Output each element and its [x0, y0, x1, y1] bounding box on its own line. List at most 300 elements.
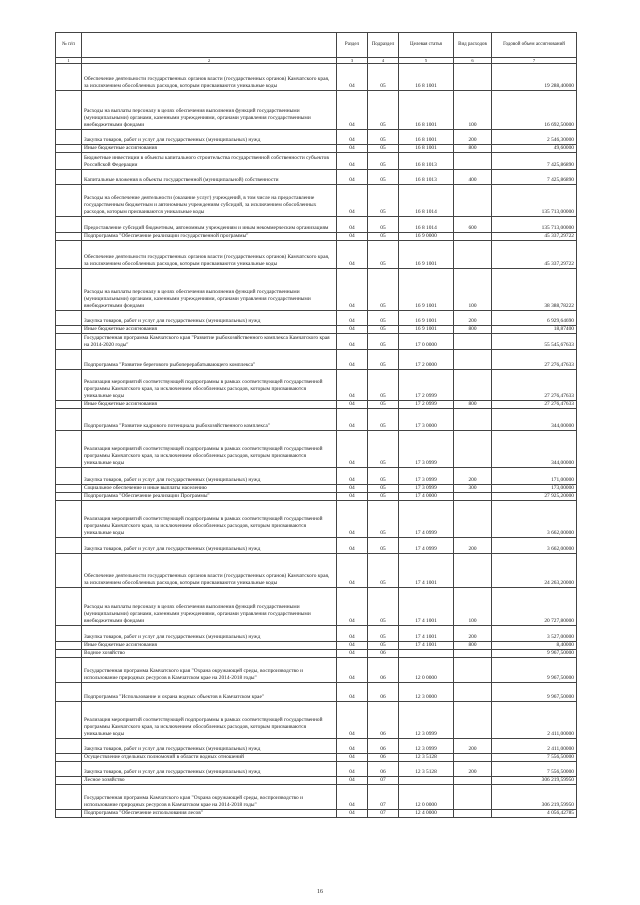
row-expense-type-cell: [454, 350, 492, 370]
row-target-article-cell: 17 3 0999: [399, 468, 454, 485]
table-row: [56, 777, 577, 785]
row-number-cell: [56, 401, 82, 409]
row-expense-type-cell: 200: [454, 762, 492, 777]
table-row: [56, 269, 577, 311]
row-target-article-cell: 16 8 1013: [399, 153, 454, 170]
row-razdel-cell: 04: [337, 64, 368, 91]
row-amount-cell: 173,00000: [492, 485, 577, 493]
row-target-article-cell: 17 0 0000: [399, 334, 454, 350]
table-row: [56, 401, 577, 409]
row-number-cell: [56, 241, 82, 269]
row-target-article-cell: 16 8 1001: [399, 91, 454, 130]
row-expense-type-cell: 800: [454, 642, 492, 650]
row-podrazdel-cell: 05: [368, 588, 399, 626]
row-razdel-cell: 04: [337, 431, 368, 468]
row-expense-type-cell: [454, 650, 492, 658]
row-target-article-cell: 12 4 0000: [399, 810, 454, 818]
table-row: [56, 370, 577, 401]
row-podrazdel-cell: 05: [368, 153, 399, 170]
row-podrazdel-cell: 05: [368, 350, 399, 370]
row-razdel-cell: 04: [337, 468, 368, 485]
row-amount-cell: 171,00000: [492, 468, 577, 485]
row-target-article-cell: 17 4 1001: [399, 642, 454, 650]
table-row: [56, 64, 577, 91]
row-podrazdel-cell: 06: [368, 739, 399, 754]
row-amount-cell: 19 288,40000: [492, 64, 577, 91]
row-expense-type-cell: 200: [454, 538, 492, 554]
row-podrazdel-cell: 07: [368, 777, 399, 785]
row-razdel-cell: 04: [337, 91, 368, 130]
row-number-cell: [56, 683, 82, 702]
table-row: [56, 650, 577, 658]
row-podrazdel-cell: 05: [368, 185, 399, 217]
row-amount-cell: 7 556,50000: [492, 762, 577, 777]
row-target-article-cell: 17 4 1001: [399, 588, 454, 626]
row-number-cell: [56, 626, 82, 642]
row-amount-cell: 344,00000: [492, 431, 577, 468]
row-target-article-cell: 12 3 5128: [399, 754, 454, 762]
page-number: 16: [317, 889, 323, 895]
row-razdel-cell: 04: [337, 588, 368, 626]
row-expense-type-cell: [454, 554, 492, 588]
row-expense-type-cell: [454, 810, 492, 818]
row-razdel-cell: 04: [337, 153, 368, 170]
row-podrazdel-cell: 05: [368, 64, 399, 91]
row-target-article-cell: 16 8 1001: [399, 145, 454, 153]
row-name-cell: Реализация мероприятий соответствующей подпрограммы в рамках соответствующей государственной программы Камчатского края, за исключением обособленных расходов, которым присваиваются уникальные коды: [82, 431, 337, 468]
row-expense-type-cell: [454, 683, 492, 702]
table-row: [56, 785, 577, 810]
row-expense-type-cell: 200: [454, 739, 492, 754]
row-amount-cell: 27 276,47633: [492, 401, 577, 409]
row-number-cell: [56, 350, 82, 370]
row-expense-type-cell: [454, 185, 492, 217]
row-target-article-cell: 12 0 0000: [399, 658, 454, 683]
row-number-cell: [56, 739, 82, 754]
table-row: [56, 350, 577, 370]
row-number-cell: [56, 754, 82, 762]
row-number-cell: [56, 538, 82, 554]
row-podrazdel-cell: 05: [368, 493, 399, 501]
row-number-cell: [56, 153, 82, 170]
row-expense-type-cell: 200: [454, 626, 492, 642]
row-name-cell: Предоставление субсидий бюджетным, автономным учреждениям и иным некоммерческим организациям: [82, 217, 337, 233]
row-amount-cell: 6 929,64690: [492, 311, 577, 326]
row-amount-cell: 135 713,00000: [492, 185, 577, 217]
table-row: [56, 431, 577, 468]
row-number-cell: [56, 170, 82, 185]
row-podrazdel-cell: 05: [368, 326, 399, 334]
table-row: [56, 311, 577, 326]
row-expense-type-cell: 200: [454, 311, 492, 326]
row-podrazdel-cell: 05: [368, 468, 399, 485]
header-expense-type: Вид расходов: [454, 33, 492, 58]
row-expense-type-cell: [454, 702, 492, 739]
col-number: 6: [454, 58, 492, 64]
row-razdel-cell: 04: [337, 145, 368, 153]
row-razdel-cell: 04: [337, 311, 368, 326]
row-target-article-cell: 17 4 0999: [399, 501, 454, 538]
row-expense-type-cell: 100: [454, 269, 492, 311]
table-row: [56, 501, 577, 538]
row-number-cell: [56, 130, 82, 145]
row-amount-cell: 49,60000: [492, 145, 577, 153]
table-header-row: [56, 33, 577, 58]
table-row: [56, 493, 577, 501]
row-name-cell: Подпрограмма "Использование и охрана водных объектов в Камчатском крае": [82, 683, 337, 702]
table-row: [56, 642, 577, 650]
row-podrazdel-cell: 05: [368, 269, 399, 311]
table-row: [56, 658, 577, 683]
row-expense-type-cell: [454, 785, 492, 810]
row-razdel-cell: 04: [337, 269, 368, 311]
row-name-cell: Подпрограмма "Обеспечение использования лесов": [82, 810, 337, 818]
row-razdel-cell: 04: [337, 702, 368, 739]
row-expense-type-cell: [454, 658, 492, 683]
header-name: [82, 33, 337, 58]
row-amount-cell: 3 527,00000: [492, 626, 577, 642]
row-podrazdel-cell: 05: [368, 642, 399, 650]
row-number-cell: [56, 217, 82, 233]
row-target-article-cell: 16 8 1014: [399, 185, 454, 217]
row-name-cell: Расходы на выплаты персоналу в целях обеспечения выполнения функций государственными (муниципальными) органами, казенными учреждениями, органами управления государственными внебюджетными фондами: [82, 91, 337, 130]
row-target-article-cell: [399, 777, 454, 785]
table-body: [56, 64, 577, 818]
row-number-cell: [56, 501, 82, 538]
row-amount-cell: 8,40000: [492, 642, 577, 650]
row-target-article-cell: 16 8 1014: [399, 217, 454, 233]
row-number-cell: [56, 145, 82, 153]
row-target-article-cell: 17 2 0000: [399, 350, 454, 370]
row-expense-type-cell: [454, 409, 492, 431]
row-amount-cell: 45 337,29722: [492, 241, 577, 269]
row-razdel-cell: 04: [337, 785, 368, 810]
header-num: № п/п: [56, 33, 82, 58]
table-row: [56, 762, 577, 777]
row-expense-type-cell: 800: [454, 401, 492, 409]
row-name-cell: Закупка товаров, работ и услуг для государственных (муниципальных) нужд: [82, 762, 337, 777]
table-row: [56, 145, 577, 153]
row-name-cell: Реализация мероприятий соответствующей подпрограммы в рамках соответствующей государственной программы Камчатского края, за исключением обособленных расходов, которым присваиваются уникальные коды: [82, 370, 337, 401]
row-expense-type-cell: [454, 64, 492, 91]
row-razdel-cell: 04: [337, 185, 368, 217]
row-amount-cell: 9 967,50000: [492, 683, 577, 702]
row-name-cell: Водное хозяйство: [82, 650, 337, 658]
row-name-cell: Лесное хозяйство: [82, 777, 337, 785]
table-row: [56, 702, 577, 739]
row-number-cell: [56, 762, 82, 777]
table-row: [56, 170, 577, 185]
row-target-article-cell: 12 3 0999: [399, 702, 454, 739]
row-expense-type-cell: 200: [454, 468, 492, 485]
row-number-cell: [56, 785, 82, 810]
row-amount-cell: 7 425,86890: [492, 170, 577, 185]
row-razdel-cell: 04: [337, 401, 368, 409]
row-expense-type-cell: 200: [454, 130, 492, 145]
row-podrazdel-cell: 07: [368, 785, 399, 810]
row-target-article-cell: 17 4 1001: [399, 554, 454, 588]
table-row: [56, 538, 577, 554]
row-amount-cell: 135 713,00000: [492, 217, 577, 233]
row-name-cell: Капитальные вложения в объекты государственной (муниципальной) собственности: [82, 170, 337, 185]
table-row: [56, 468, 577, 485]
row-name-cell: Государственная программа Камчатского края "Развитие рыбохозяйственного комплекса Камчатского края на 2014-2020 годы": [82, 334, 337, 350]
row-razdel-cell: 04: [337, 170, 368, 185]
row-name-cell: Бюджетные инвестиции в объекты капитального строительства государственной собственности субъектов Российской Федерации: [82, 153, 337, 170]
row-podrazdel-cell: 05: [368, 626, 399, 642]
row-number-cell: [56, 810, 82, 818]
row-number-cell: [56, 554, 82, 588]
row-razdel-cell: 04: [337, 409, 368, 431]
row-razdel-cell: 04: [337, 754, 368, 762]
row-amount-cell: 38 388,78222: [492, 269, 577, 311]
row-amount-cell: 306 219,59950: [492, 785, 577, 810]
row-number-cell: [56, 91, 82, 130]
row-razdel-cell: 04: [337, 810, 368, 818]
table-row: [56, 91, 577, 130]
row-amount-cell: 4 056,42785: [492, 810, 577, 818]
row-amount-cell: 18,87400: [492, 326, 577, 334]
col-number: 4: [368, 58, 399, 64]
row-target-article-cell: 12 3 5128: [399, 762, 454, 777]
table-row: [56, 810, 577, 818]
row-amount-cell: 45 337,29722: [492, 233, 577, 241]
table-row: [56, 233, 577, 241]
row-razdel-cell: 04: [337, 683, 368, 702]
row-number-cell: [56, 311, 82, 326]
row-number-cell: [56, 588, 82, 626]
table-row: [56, 683, 577, 702]
row-target-article-cell: 16 9 1001: [399, 326, 454, 334]
row-name-cell: Государственная программа Камчатского края "Охрана окружающей среды, воспроизводство и использование природных ресурсов в Камчатском крае на 2014-2018 годы": [82, 785, 337, 810]
header-target-article: Целевая статья: [399, 33, 454, 58]
row-amount-cell: 2 546,30000: [492, 130, 577, 145]
row-razdel-cell: 04: [337, 777, 368, 785]
col-number: 5: [399, 58, 454, 64]
row-number-cell: [56, 493, 82, 501]
row-expense-type-cell: [454, 241, 492, 269]
row-name-cell: Осуществление отдельных полномочий в области водных отношений: [82, 754, 337, 762]
row-razdel-cell: 04: [337, 762, 368, 777]
row-number-cell: [56, 409, 82, 431]
row-name-cell: Подпрограмма "Обеспечение реализации Программы": [82, 493, 337, 501]
row-amount-cell: 2 411,00000: [492, 702, 577, 739]
table-row: [56, 185, 577, 217]
row-name-cell: Иные бюджетные ассигнования: [82, 326, 337, 334]
row-razdel-cell: 04: [337, 233, 368, 241]
row-target-article-cell: 16 9 1001: [399, 311, 454, 326]
row-razdel-cell: 04: [337, 493, 368, 501]
row-podrazdel-cell: 05: [368, 130, 399, 145]
row-razdel-cell: 04: [337, 241, 368, 269]
table-row: [56, 153, 577, 170]
row-razdel-cell: 04: [337, 370, 368, 401]
row-expense-type-cell: [454, 153, 492, 170]
row-expense-type-cell: [454, 493, 492, 501]
row-razdel-cell: 04: [337, 334, 368, 350]
row-amount-cell: 27 276,47633: [492, 370, 577, 401]
row-name-cell: Реализация мероприятий соответствующей подпрограммы в рамках соответствующей государственной программы Камчатского края, за исключением обособленных расходов, которым присваиваются уникальные коды: [82, 501, 337, 538]
row-amount-cell: 3 662,00000: [492, 538, 577, 554]
row-podrazdel-cell: 05: [368, 170, 399, 185]
row-amount-cell: 20 727,80000: [492, 588, 577, 626]
row-target-article-cell: 17 2 0999: [399, 370, 454, 401]
row-podrazdel-cell: 05: [368, 334, 399, 350]
row-podrazdel-cell: 05: [368, 409, 399, 431]
table-row: [56, 554, 577, 588]
row-target-article-cell: 17 4 1001: [399, 626, 454, 642]
row-podrazdel-cell: 05: [368, 370, 399, 401]
row-name-cell: Реализация мероприятий соответствующей подпрограммы в рамках соответствующей государственной программы Камчатского края, за исключением обособленных расходов, которым присваиваются уникальные коды: [82, 702, 337, 739]
row-name-cell: Расходы на обеспечение деятельности (оказание услуг) учреждений, в том числе на предоставление государственным бюджетным и автономным учреждениям субсидий, за исключением обособленных расходов, которым присваиваются уникальные коды: [82, 185, 337, 217]
row-name-cell: Обеспечение деятельности государственных органов власти (государственных органов) Камчатского края, за исключением обособленных расходов, которым присваиваются уникальные коды: [82, 64, 337, 91]
table-row: [56, 626, 577, 642]
row-target-article-cell: 17 3 0000: [399, 409, 454, 431]
row-expense-type-cell: 100: [454, 588, 492, 626]
table-row: [56, 326, 577, 334]
row-podrazdel-cell: 06: [368, 762, 399, 777]
header-annual-amount: Годовой объем ассигнований: [492, 33, 577, 58]
row-podrazdel-cell: 06: [368, 754, 399, 762]
row-razdel-cell: 04: [337, 538, 368, 554]
row-amount-cell: 55 545,67633: [492, 334, 577, 350]
table-row: [56, 130, 577, 145]
row-podrazdel-cell: 05: [368, 217, 399, 233]
header-podrazdel: Подраздел: [368, 33, 399, 58]
row-target-article-cell: 12 3 0999: [399, 739, 454, 754]
row-target-article-cell: 17 3 0999: [399, 485, 454, 493]
row-number-cell: [56, 431, 82, 468]
header-razdel: Раздел: [337, 33, 368, 58]
row-number-cell: [56, 370, 82, 401]
row-name-cell: Закупка товаров, работ и услуг для государственных (муниципальных) нужд: [82, 311, 337, 326]
row-name-cell: Иные бюджетные ассигнования: [82, 642, 337, 650]
row-name-cell: Расходы на выплаты персоналу в целях обеспечения выполнения функций государственными (муниципальными) органами, казенными учреждениями, органами управления государственными внебюджетными фондами: [82, 269, 337, 311]
row-expense-type-cell: 600: [454, 217, 492, 233]
col-number: 2: [82, 58, 337, 64]
row-amount-cell: 9 967,50000: [492, 650, 577, 658]
row-target-article-cell: 17 2 0999: [399, 401, 454, 409]
row-amount-cell: 27 925,20000: [492, 493, 577, 501]
row-target-article-cell: 16 8 1013: [399, 170, 454, 185]
row-target-article-cell: 12 3 0000: [399, 683, 454, 702]
row-name-cell: Подпрограмма "Обеспечение реализации государственной программы": [82, 233, 337, 241]
row-name-cell: Подпрограмма "Развитие берегового рыбоперерабатывающего комплекса": [82, 350, 337, 370]
row-podrazdel-cell: 05: [368, 538, 399, 554]
row-amount-cell: 7 425,86890: [492, 153, 577, 170]
row-target-article-cell: 12 0 0000: [399, 785, 454, 810]
row-name-cell: Расходы на выплаты персоналу в целях обеспечения выполнения функций государственными (муниципальными) органами, казенными учреждениями, органами управления государственными внебюджетными фондами: [82, 588, 337, 626]
row-expense-type-cell: [454, 777, 492, 785]
row-podrazdel-cell: 06: [368, 650, 399, 658]
row-podrazdel-cell: 05: [368, 91, 399, 130]
row-razdel-cell: 04: [337, 642, 368, 650]
row-number-cell: [56, 334, 82, 350]
row-podrazdel-cell: 05: [368, 554, 399, 588]
table-row: [56, 588, 577, 626]
row-number-cell: [56, 233, 82, 241]
col-number: 7: [492, 58, 577, 64]
row-target-article-cell: 16 9 0000: [399, 233, 454, 241]
row-amount-cell: 24 263,20000: [492, 554, 577, 588]
row-number-cell: [56, 650, 82, 658]
row-podrazdel-cell: 07: [368, 810, 399, 818]
row-amount-cell: 16 692,50000: [492, 91, 577, 130]
row-razdel-cell: 04: [337, 554, 368, 588]
row-expense-type-cell: 400: [454, 170, 492, 185]
row-podrazdel-cell: 06: [368, 702, 399, 739]
row-podrazdel-cell: 06: [368, 658, 399, 683]
row-razdel-cell: 04: [337, 217, 368, 233]
row-number-cell: [56, 326, 82, 334]
table-row: [56, 409, 577, 431]
row-razdel-cell: 04: [337, 626, 368, 642]
row-podrazdel-cell: 05: [368, 233, 399, 241]
row-number-cell: [56, 777, 82, 785]
row-amount-cell: 27 276,47633: [492, 350, 577, 370]
row-amount-cell: 2 411,00000: [492, 739, 577, 754]
row-expense-type-cell: [454, 370, 492, 401]
row-name-cell: Закупка товаров, работ и услуг для государственных (муниципальных) нужд: [82, 538, 337, 554]
row-expense-type-cell: [454, 334, 492, 350]
row-name-cell: Иные бюджетные ассигнования: [82, 401, 337, 409]
row-expense-type-cell: [454, 431, 492, 468]
col-number: 1: [56, 58, 82, 64]
row-name-cell: Закупка товаров, работ и услуг для государственных (муниципальных) нужд: [82, 739, 337, 754]
row-expense-type-cell: [454, 501, 492, 538]
row-razdel-cell: 04: [337, 326, 368, 334]
row-expense-type-cell: 800: [454, 145, 492, 153]
row-expense-type-cell: 100: [454, 91, 492, 130]
table-row: [56, 241, 577, 269]
row-podrazdel-cell: 06: [368, 683, 399, 702]
row-name-cell: Закупка товаров, работ и услуг для государственных (муниципальных) нужд: [82, 626, 337, 642]
row-expense-type-cell: [454, 754, 492, 762]
table-row: [56, 754, 577, 762]
row-amount-cell: 7 556,50000: [492, 754, 577, 762]
row-number-cell: [56, 658, 82, 683]
row-amount-cell: 344,00000: [492, 409, 577, 431]
row-number-cell: [56, 64, 82, 91]
row-target-article-cell: 17 4 0000: [399, 493, 454, 501]
row-razdel-cell: 04: [337, 501, 368, 538]
row-razdel-cell: 04: [337, 485, 368, 493]
row-podrazdel-cell: 05: [368, 485, 399, 493]
row-podrazdel-cell: 05: [368, 145, 399, 153]
row-number-cell: [56, 269, 82, 311]
row-razdel-cell: 04: [337, 650, 368, 658]
row-number-cell: [56, 485, 82, 493]
row-podrazdel-cell: 05: [368, 501, 399, 538]
budget-allocation-table: [55, 32, 577, 818]
row-amount-cell: 3 662,00000: [492, 501, 577, 538]
table-row: [56, 485, 577, 493]
row-podrazdel-cell: 05: [368, 311, 399, 326]
row-target-article-cell: 17 3 0999: [399, 431, 454, 468]
row-name-cell: Подпрограмма "Развитие кадрового потенциала рыбохозяйственного комплекса": [82, 409, 337, 431]
row-name-cell: Иные бюджетные ассигнования: [82, 145, 337, 153]
row-target-article-cell: [399, 650, 454, 658]
row-amount-cell: 9 967,50000: [492, 658, 577, 683]
table-row: [56, 217, 577, 233]
row-razdel-cell: 04: [337, 130, 368, 145]
row-name-cell: Государственная программа Камчатского края "Охрана окружающей среды, воспроизводство и использование природных ресурсов в Камчатском крае на 2014-2018 годы": [82, 658, 337, 683]
row-number-cell: [56, 468, 82, 485]
row-amount-cell: 306 219,59950: [492, 777, 577, 785]
row-name-cell: Обеспечение деятельности государственных органов власти (государственных органов) Камчатского края, за исключением обособленных расходов, которым присваиваются уникальные коды: [82, 241, 337, 269]
row-podrazdel-cell: 05: [368, 401, 399, 409]
row-target-article-cell: 17 4 0999: [399, 538, 454, 554]
